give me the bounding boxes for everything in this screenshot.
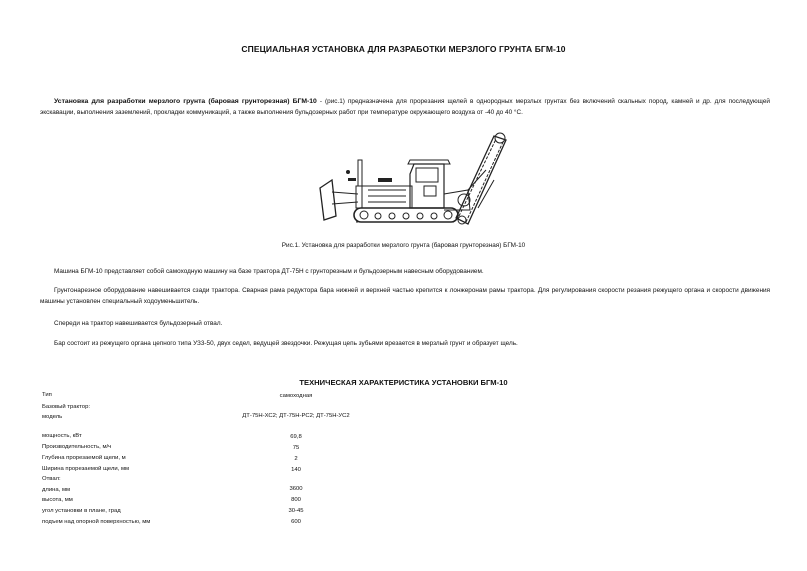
spec-label-model: модель: [42, 414, 63, 420]
paragraph-base: Машина БГМ-10 представляет собой самоходную машину на базе трактора ДТ-75Н с грунторезным и бульдозерным навесным оборудованием.: [54, 268, 484, 275]
spec-value-blade-length: 3600: [289, 486, 303, 492]
spec-value-type: самоходная: [279, 393, 313, 399]
spec-value-width: 140: [291, 467, 301, 473]
paragraph-equipment: Грунтонарезное оборудование навешивается сзади трактора. Сварная рама редуктора бара нижней и верхней частью крепится к лонжеронам рамы трактора. Для регулирования скорости резания режущего органа и скорости движения машины установлен специальный ходоуменьшитель.: [40, 287, 770, 305]
intro-paragraph: [40, 96, 770, 118]
spec-label-blade-angle: угол установки в плане, град: [42, 508, 121, 514]
spec-label-blade-length: длина, мм: [42, 487, 71, 493]
spec-label-depth: Глубина прорезаемой щели, м: [42, 455, 126, 461]
machine-illustration: [318, 130, 518, 230]
document-title: СПЕЦИАЛЬНАЯ УСТАНОВКА ДЛЯ РАЗРАБОТКИ МЕРЗЛОГО ГРУНТА БГМ-10: [241, 44, 566, 54]
spec-value-power: 69,8: [290, 434, 302, 440]
spec-label-blade: Отвал:: [42, 476, 61, 482]
spec-label-width: Ширина прорезаемой щели, мм: [42, 466, 130, 472]
spec-value-blade-angle: 30-45: [288, 508, 304, 514]
intro-text: - (рис.1) предназначена для прорезания щелей в однородных мерзлых грунтах без включений скальных пород, камней и др. для последующей экскавации, выполнения заземлений, прокладки коммуникаций, а также выполнения бульдозерных работ при температуре окружающего воздуха от -40 до 40 °С.: [40, 98, 770, 116]
spec-label-blade-height: высота, мм: [42, 497, 73, 503]
spec-title: ТЕХНИЧЕСКАЯ ХАРАКТЕРИСТИКА УСТАНОВКИ БГМ-10: [299, 378, 508, 387]
spec-value-blade-lift: 600: [291, 519, 301, 525]
spec-value-productivity: 75: [292, 445, 300, 451]
figure-caption: Рис.1. Установка для разработки мерзлого грунта (баровая грунторезная) БГМ-10: [281, 242, 526, 249]
spec-value-depth: 2: [294, 456, 298, 462]
spec-label-base-tractor: Базовый трактор:: [42, 404, 90, 410]
spec-label-productivity: Производительность, м/ч: [42, 444, 112, 450]
paragraph-blade: Спереди на трактор навешивается бульдозерный отвал.: [54, 320, 223, 327]
spec-label-blade-lift: подъем над опорной поверхностью, мм: [42, 519, 151, 525]
spec-label-type: Тип: [42, 392, 52, 398]
spec-value-blade-height: 800: [291, 497, 301, 503]
spec-label-power: мощность, кВт: [42, 433, 82, 439]
paragraph-bar: Бар состоит из режущего органа цепного типа УЗ3-50, двух седел, ведущей звездочки. Режущая цепь зубьями врезается в мерзлый грунт и образует щель.: [54, 340, 518, 347]
spec-value-model: ДТ-75Н-ХС2; ДТ-75Н-РС2; ДТ-75Н-УС2: [242, 413, 350, 419]
intro-bold-lead: Установка для разработки мерзлого грунта (баровая грунторезная) БГМ-10: [54, 98, 317, 105]
